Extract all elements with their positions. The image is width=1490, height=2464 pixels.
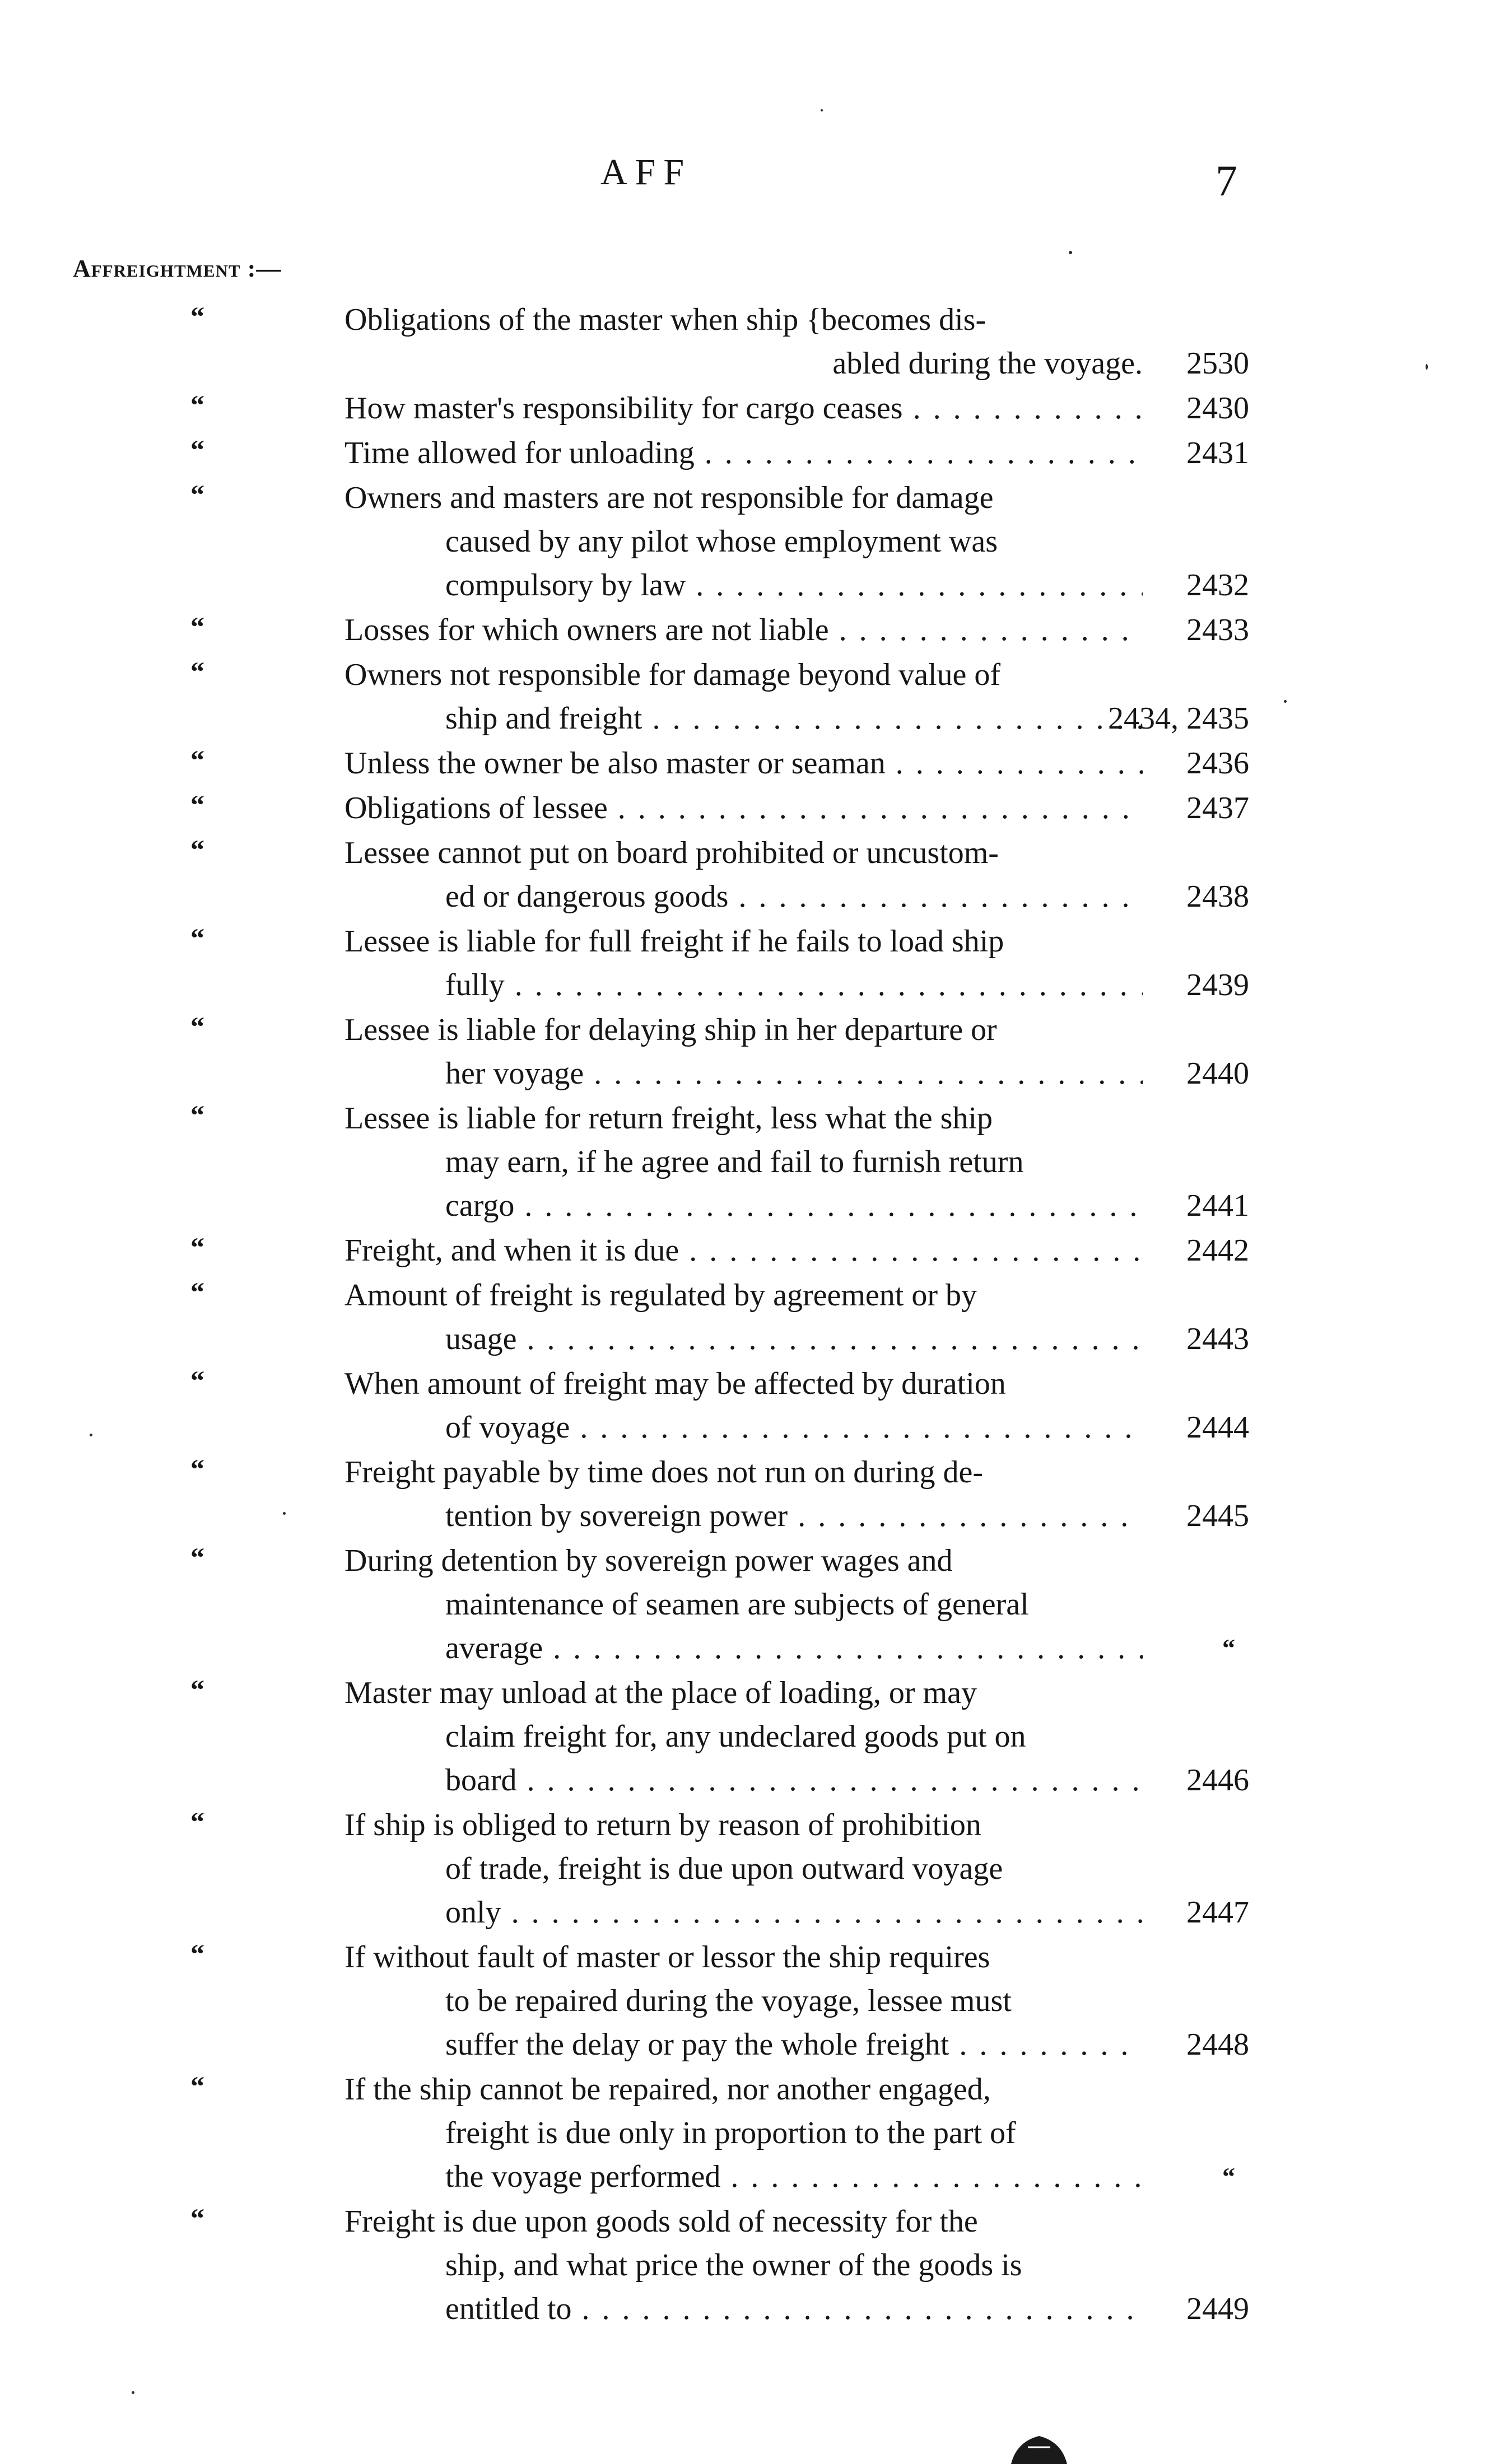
index-entry: [0, 386, 1490, 430]
article-reference: 2446: [1186, 1763, 1249, 1798]
entry-line: [0, 431, 1490, 475]
entry-text: tention by sovereign power . . .: [445, 1494, 1143, 1538]
entry-text: Amount of freight is regulated by agreement or by: [344, 1278, 977, 1313]
entry-line: [0, 1891, 1490, 1934]
ditto-mark: “: [190, 2202, 204, 2234]
section-heading: Affreightment :—: [73, 255, 282, 282]
article-reference: 2436: [1186, 746, 1249, 781]
entry-line: [0, 563, 1490, 607]
entry-text: Freight is due upon goods sold of necessity for the: [344, 2204, 978, 2239]
index-entry: [0, 608, 1490, 652]
ditto-mark: “: [190, 1542, 204, 1573]
entry-text: suffer the delay or pay the whole freight . . .: [445, 2023, 1143, 2066]
article-reference: 2433: [1186, 613, 1249, 647]
article-reference: 2431: [1186, 436, 1249, 470]
article-reference: 2432: [1186, 568, 1249, 603]
index-entry: [0, 741, 1490, 785]
ditto-mark: “: [190, 434, 204, 465]
entry-text: Lessee is liable for full freight if he fails to load ship: [344, 924, 1004, 959]
entry-text: the voyage performed . . .: [445, 2155, 1143, 2199]
index-entry: [0, 1803, 1490, 1934]
article-reference: “: [1222, 2162, 1235, 2191]
entry-text: Freight payable by time does not run on during de-: [344, 1455, 983, 1490]
page-number: 7: [1216, 156, 1237, 205]
entry-text: fully . . .: [445, 963, 1143, 1007]
entry-line: [0, 1406, 1490, 1449]
index-entry: [0, 298, 1490, 385]
ditto-mark: “: [190, 1099, 204, 1131]
index-entry: [0, 2068, 1490, 2199]
entry-text: When amount of freight may be affected by duration: [344, 1366, 1006, 1401]
article-reference: “: [1222, 1634, 1235, 1662]
index-entry: [0, 786, 1490, 830]
article-reference: 2449: [1186, 2292, 1249, 2326]
entry-text: Freight, and when it is due . . .: [344, 1229, 1143, 1272]
ink-speck: [1284, 700, 1287, 703]
entry-line: [0, 1317, 1490, 1361]
ink-speck: [283, 1512, 286, 1515]
entry-text: Obligations of lessee . . .: [344, 786, 1143, 830]
article-reference: 2441: [1186, 1188, 1249, 1223]
entry-text: only . . .: [445, 1891, 1143, 1934]
entry-line: [0, 1008, 1490, 1052]
index-entry: [0, 1273, 1490, 1361]
ditto-mark: “: [190, 301, 204, 332]
entry-text: maintenance of seamen are subjects of general: [445, 1587, 1029, 1622]
index-entry: [0, 1362, 1490, 1449]
entry-line: [0, 1626, 1490, 1670]
entry-text: Lessee is liable for delaying ship in her departure or: [344, 1012, 997, 1047]
ditto-mark: “: [190, 922, 204, 954]
ink-speck: [821, 109, 823, 111]
index-entry: [0, 1935, 1490, 2066]
ditto-mark: “: [190, 1365, 204, 1396]
ditto-mark: “: [190, 744, 204, 776]
ditto-mark: “: [190, 1453, 204, 1485]
entry-line: [0, 1450, 1490, 1494]
ink-speck: [1426, 364, 1428, 370]
index-entry: [0, 831, 1490, 918]
article-reference: 2437: [1186, 791, 1249, 825]
entry-text: Lessee cannot put on board prohibited or uncustom-: [344, 836, 999, 870]
index-entry: [0, 1229, 1490, 1272]
entry-text: Owners not responsible for damage beyond value of: [344, 657, 1000, 692]
entry-text: ship, and what price the owner of the goods is: [445, 2248, 1022, 2283]
entry-line: [0, 1273, 1490, 1317]
ditto-mark: “: [190, 1231, 204, 1263]
entry-line: [0, 2023, 1490, 2066]
entry-text: Owners and masters are not responsible for damage: [344, 480, 994, 515]
index-entry: [0, 1671, 1490, 1802]
entry-text: How master's responsibility for cargo ceases . . .: [344, 386, 1143, 430]
entry-text: her voyage . . .: [445, 1052, 1143, 1095]
ink-speck: [132, 2391, 134, 2394]
entry-line: [0, 1979, 1490, 2023]
entry-text: If without fault of master or lessor the ship requires: [344, 1940, 990, 1975]
entry-text: abled during the voyage.: [832, 346, 1143, 381]
entry-line: [0, 1184, 1490, 1228]
article-reference: 2444: [1186, 1410, 1249, 1445]
article-reference: 2443: [1186, 1322, 1249, 1356]
entry-line: [0, 2287, 1490, 2331]
entry-text: Time allowed for unloading . . .: [344, 431, 1143, 475]
entry-line: [0, 2200, 1490, 2243]
entry-line: [0, 2243, 1490, 2287]
entry-line: [0, 1140, 1490, 1184]
ink-speck: [90, 1434, 92, 1436]
entry-line: [0, 1847, 1490, 1891]
entry-line: [0, 1715, 1490, 1758]
entry-line: [0, 875, 1490, 918]
ditto-mark: “: [190, 389, 204, 421]
entry-text: Master may unload at the place of loading, or may: [344, 1676, 977, 1710]
entry-line: [0, 1935, 1490, 1979]
entry-line: [0, 963, 1490, 1007]
index-entry: [0, 1008, 1490, 1095]
entry-text: During detention by sovereign power wages and: [344, 1543, 953, 1578]
index-entry: [0, 653, 1490, 740]
ditto-mark: “: [190, 656, 204, 687]
entry-line: [0, 1096, 1490, 1140]
entry-text: Unless the owner be also master or seaman . . .: [344, 741, 1143, 785]
entry-text: of trade, freight is due upon outward voyage: [445, 1851, 1003, 1886]
index-entry: [0, 476, 1490, 607]
ink-speck: [1069, 251, 1072, 254]
entry-text: ed or dangerous goods . . .: [445, 875, 1143, 918]
ditto-mark: “: [190, 1806, 204, 1837]
article-reference: 2448: [1186, 2027, 1249, 2062]
ditto-mark: “: [190, 1276, 204, 1308]
index-entry: [0, 1539, 1490, 1670]
article-reference: 2434, 2435: [1108, 701, 1249, 736]
entry-text: ship and freight . . .: [445, 697, 1143, 740]
running-head: AFF: [600, 152, 692, 193]
entry-text: cargo . . .: [445, 1184, 1143, 1228]
entry-text: may earn, if he agree and fail to furnish return: [445, 1145, 1024, 1179]
entry-line: [0, 786, 1490, 830]
entry-text: freight is due only in proportion to the part of: [445, 2116, 1016, 2150]
ditto-mark: “: [190, 789, 204, 820]
index-entry: [0, 1096, 1490, 1228]
entry-line: [0, 386, 1490, 430]
printer-ornament: [1005, 2430, 1073, 2464]
article-reference: 2440: [1186, 1056, 1249, 1091]
entry-line: [0, 1758, 1490, 1802]
entry-text: board . . .: [445, 1758, 1143, 1802]
entry-line: [0, 1539, 1490, 1583]
entry-line: [0, 653, 1490, 697]
entry-line: [0, 1229, 1490, 1272]
ditto-mark: “: [190, 479, 204, 510]
ditto-mark: “: [190, 1938, 204, 1970]
index-entry: [0, 2200, 1490, 2331]
entry-line: [0, 1671, 1490, 1715]
article-reference: 2530: [1186, 346, 1249, 381]
entry-text: Lessee is liable for return freight, less what the ship: [344, 1101, 993, 1136]
entry-line: [0, 920, 1490, 963]
article-reference: 2430: [1186, 391, 1249, 426]
entry-line: [0, 697, 1490, 740]
entry-line: [0, 1494, 1490, 1538]
entry-text: claim freight for, any undeclared goods put on: [445, 1719, 1026, 1754]
entry-line: [0, 342, 1490, 385]
ditto-mark: “: [190, 2070, 204, 2102]
entry-line: [0, 1803, 1490, 1847]
article-reference: 2445: [1186, 1499, 1249, 1533]
entry-text: entitled to . . .: [445, 2287, 1143, 2331]
entry-line: [0, 2111, 1490, 2155]
entry-text: Losses for which owners are not liable . . .: [344, 608, 1143, 652]
article-reference: 2442: [1186, 1233, 1249, 1268]
entry-text: If ship is obliged to return by reason of prohibition: [344, 1808, 981, 1842]
entry-text: average . . .: [445, 1626, 1143, 1670]
article-reference: 2439: [1186, 968, 1249, 1002]
entry-text: caused by any pilot whose employment was: [445, 524, 998, 559]
ditto-mark: “: [190, 834, 204, 865]
article-reference: 2447: [1186, 1895, 1249, 1930]
entry-text: usage . . .: [445, 1317, 1143, 1361]
index-entry: [0, 920, 1490, 1007]
entry-text: compulsory by law . . .: [445, 563, 1143, 607]
entry-line: [0, 298, 1490, 342]
entry-line: [0, 1052, 1490, 1095]
entry-line: [0, 741, 1490, 785]
entry-line: [0, 608, 1490, 652]
entry-text: If the ship cannot be repaired, nor another engaged,: [344, 2072, 991, 2107]
index-entries: [0, 298, 1490, 2332]
article-reference: 2438: [1186, 879, 1249, 914]
ditto-mark: “: [190, 611, 204, 642]
ditto-mark: “: [190, 1674, 204, 1705]
entry-line: [0, 1362, 1490, 1406]
entry-text: of voyage . . .: [445, 1406, 1143, 1449]
index-entry: [0, 1450, 1490, 1538]
entry-line: [0, 520, 1490, 563]
entry-line: [0, 831, 1490, 875]
entry-text: Obligations of the master when ship {becomes dis-: [344, 302, 986, 337]
ditto-mark: “: [190, 1011, 204, 1042]
entry-line: [0, 2068, 1490, 2111]
entry-line: [0, 476, 1490, 520]
entry-line: [0, 1583, 1490, 1626]
entry-line: [0, 2155, 1490, 2199]
index-entry: [0, 431, 1490, 475]
entry-text: to be repaired during the voyage, lessee must: [445, 1984, 1012, 2018]
